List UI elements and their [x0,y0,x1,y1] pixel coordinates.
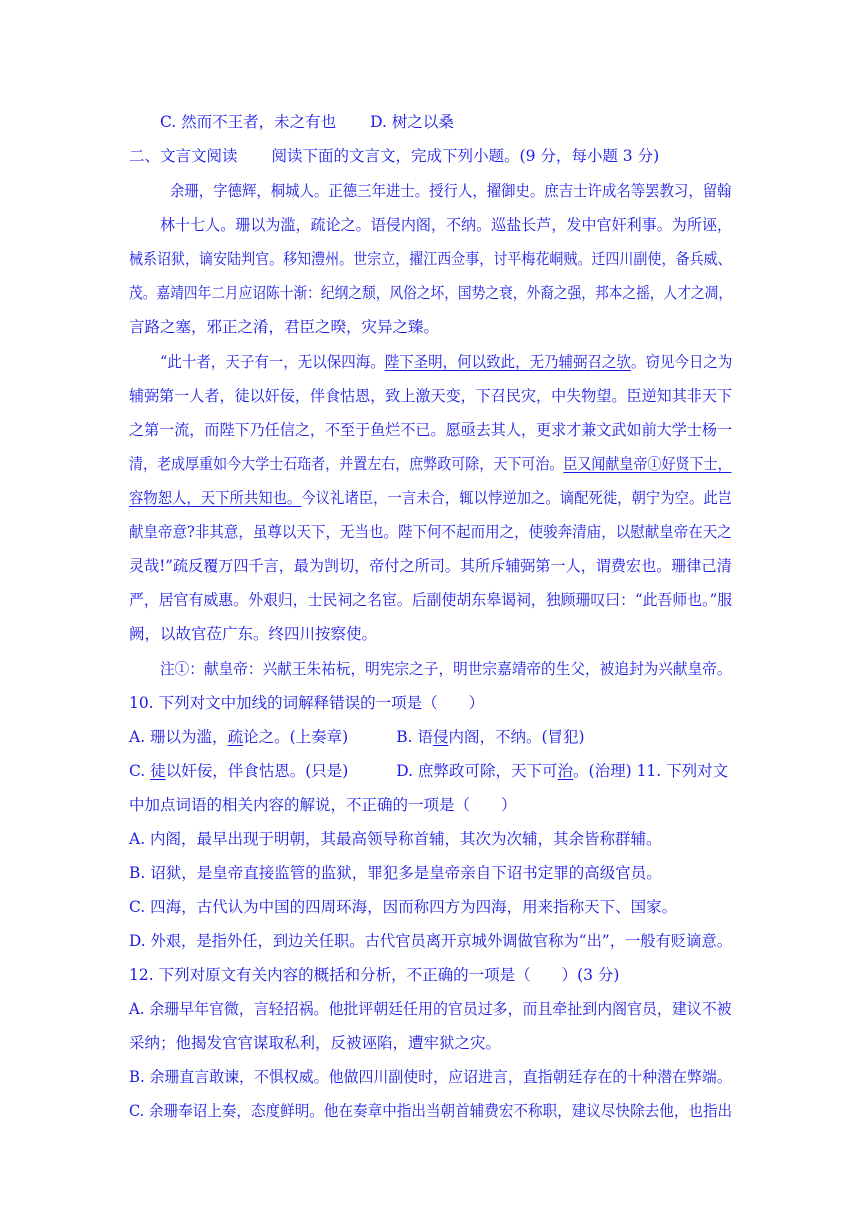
option-d: D. 庶弊政可除，天下可治。(治理) 11. 下列对文 [396,762,729,780]
question-11-stem: 中加点词语的相关内容的解说，不正确的一项是（ ） [129,796,517,814]
passage-line: 辅弼第一人者，徒以奸佞，伴食怙恩，致上激天变，下召民灾，中失物望。臣逆知其非天下 [129,387,733,405]
marked-word: 徒 [150,762,166,780]
question-10-options-cd [129,761,728,781]
section-instruction: 阅读下面的文言文，完成下列小题。(9 分，每小题 3 分) [271,147,660,165]
section-title: 二、文言文阅读 [129,147,238,165]
option-c: C. 徒以奸佞，伴食怙恩。(只是) [129,762,349,780]
passage-line: 灵哉!”疏反覆万四千言，最为剀切，帝付之所司。其所斥辅弼第一人，谓费宏也。珊律己清 [129,557,732,575]
marked-word: 治 [557,762,574,780]
question-10-options-ab [129,727,585,747]
question-12-option-a-cont: 采纳；他揭发官官谋取私利，反被诬陷，遭牢狱之灾。 [129,1034,502,1052]
passage-text: “此十者，天子有一，无以保四海。 [160,353,385,371]
question-11-option-a: A. 内阁，最早出现于明朝，其最高领导称首辅，其次为次辅，其余皆称群辅。 [129,830,662,848]
passage-line [129,488,732,508]
passage-text: 。窃见今日之为 [630,353,733,371]
passage-line: 林十七人。珊以为滥，疏论之。语侵内阁，不纳。巡盐长芦，发中官奸利事。为所诬， [160,216,732,234]
section-heading-line [129,146,659,166]
passage-text: 今议礼诸臣，一言未合，辄以悖逆加之。谪配死徙，朝宁为空。此岂 [301,489,733,507]
question-12-option-a: A. 余珊早年官微，言轻招祸。他批评朝廷任用的官员过多，而且牵扯到内阁官员，建议不被 [129,1000,732,1018]
underlined-sentence: 陛下圣明，何以致此，无乃辅弼召之欤 [384,353,631,371]
passage-line: 阙，以故官莅广东。终四川按察使。 [129,625,378,643]
passage-text: 清，老成厚重如今大学士石珤者，并置左右，庶弊政可除，天下可治。 [129,455,564,473]
option-d: D. 树之以桑 [370,113,454,131]
passage-line: 严，居官有威惠。外艰归，士民祠之名宦。后副使胡东皋谒祠，独顾珊叹曰：“此吾师也。”服 [129,591,733,609]
passage-line: 之第一流，而陛下乃任信之，不至于鱼烂不已。愿亟去其人，更求才兼文武如前大学士杨一 [129,421,733,439]
question-12-option-c: C. 余珊奉诏上奏，态度鲜明。他在奏章中指出当朝首辅费宏不称职，建议尽快除去他，也指出 [129,1102,733,1120]
question-11-option-d: D. 外艰，是指外任，到边关任职。古代官员离开京城外调做官称为“出”，一般有贬谪意。 [129,932,733,950]
passage-line: 献皇帝意?非其意，虽尊以天下，无当也。陛下何不起而用之，使骏奔清庙，以慰献皇帝在天之 [129,523,732,541]
underlined-sentence: 容物恕人，天下所共知也。 [129,489,302,507]
question-12-option-b: B. 余珊直言敢谏，不惧权威。他做四川副使时，应诏进言，直指朝廷存在的十种潜在弊端。 [129,1068,732,1086]
question-11-option-b: B. 诏狱，是皇帝直接监管的监狱，罪犯多是皇帝亲自下诏书定罪的高级官员。 [129,864,662,882]
option-b: B. 语侵内阁，不纳。(冒犯) [396,728,585,746]
marked-word: 疏 [227,728,244,746]
passage-line: 余珊，字德辉，桐城人。正德三年进士。授行人，擢御史。庶吉士许成名等罢教习，留翰 [170,182,732,200]
underlined-sentence: 臣又闻献皇帝①好贤下士， [563,455,732,473]
question-12-stem: 12. 下列对原文有关内容的概括和分析，不正确的一项是（ ）(3 分) [129,966,620,984]
passage-line: 言路之塞，邪正之淆，君臣之暌，灾异之臻。 [129,318,440,336]
option-line-cd [160,112,454,132]
passage-line: 茂。嘉靖四年二月应诏陈十渐：纪纲之颓，风俗之坏，国势之衰，外裔之强，邦本之摇，人才之凋， [129,284,733,302]
marked-word: 侵 [432,728,449,746]
passage-line: 械系诏狱，谪安陆判官。移知澧州。世宗立，擢江西佥事，讨平梅花峒贼。迁四川副使，备兵威、 [129,250,732,268]
option-a: A. 珊以为滥，疏论之。(上奏章) [129,728,349,746]
option-c: C. 然而不王者，未之有也 [160,113,337,131]
footnote: 注①：献皇帝：兴献王朱祐杬，明宪宗之子，明世宗嘉靖帝的生父，被追封为兴献皇帝。 [160,660,732,678]
passage-line [129,454,732,474]
question-11-option-c: C. 四海，古代认为中国的四周环海，因而称四方为四海，用来指称天下、国家。 [129,898,678,916]
passage-line [160,352,732,372]
question-10-stem: 10. 下列对文中加线的词解释错误的一项是（ ） [129,694,485,712]
